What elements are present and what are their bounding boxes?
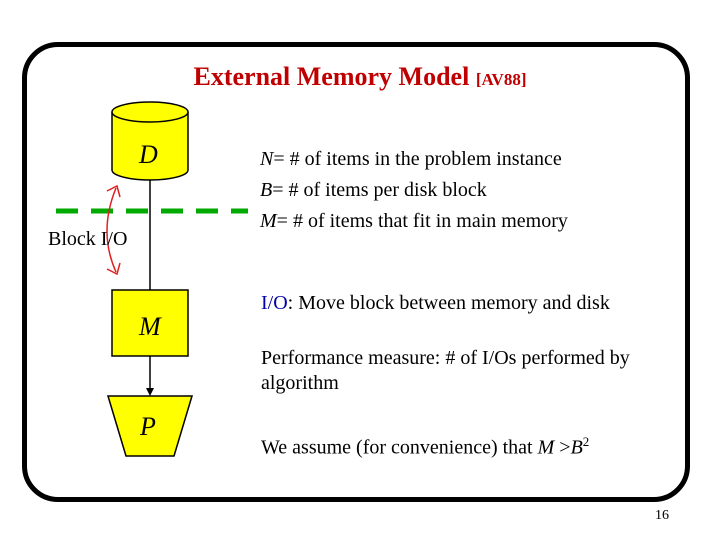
io-term: I/O bbox=[261, 292, 288, 314]
definition-m: M= # of items that fit in main memory bbox=[260, 210, 568, 232]
io-description: : Move block between memory and disk bbox=[287, 292, 610, 314]
definitions-list bbox=[260, 144, 568, 237]
performance-note: Performance measure: # of I/Os performed by algorithm bbox=[261, 347, 630, 394]
block-io-label: Block I/O bbox=[48, 228, 128, 250]
disk-cylinder-top bbox=[112, 102, 188, 122]
definition-b: B= # of items per disk block bbox=[260, 179, 487, 201]
memory-label: M bbox=[139, 312, 161, 341]
definition-n: N= # of items in the problem instance bbox=[260, 148, 562, 170]
title-text: External Memory Model bbox=[193, 62, 470, 91]
io-note bbox=[261, 292, 610, 315]
processor-label: P bbox=[140, 412, 156, 441]
title-citation: [AV88] bbox=[475, 70, 527, 89]
page-number: 16 bbox=[655, 508, 669, 523]
connector-arrowhead bbox=[146, 388, 154, 396]
disk-label: D bbox=[139, 140, 158, 169]
assumption-note: We assume (for convenience) that $M >B^2$ bbox=[261, 434, 590, 459]
